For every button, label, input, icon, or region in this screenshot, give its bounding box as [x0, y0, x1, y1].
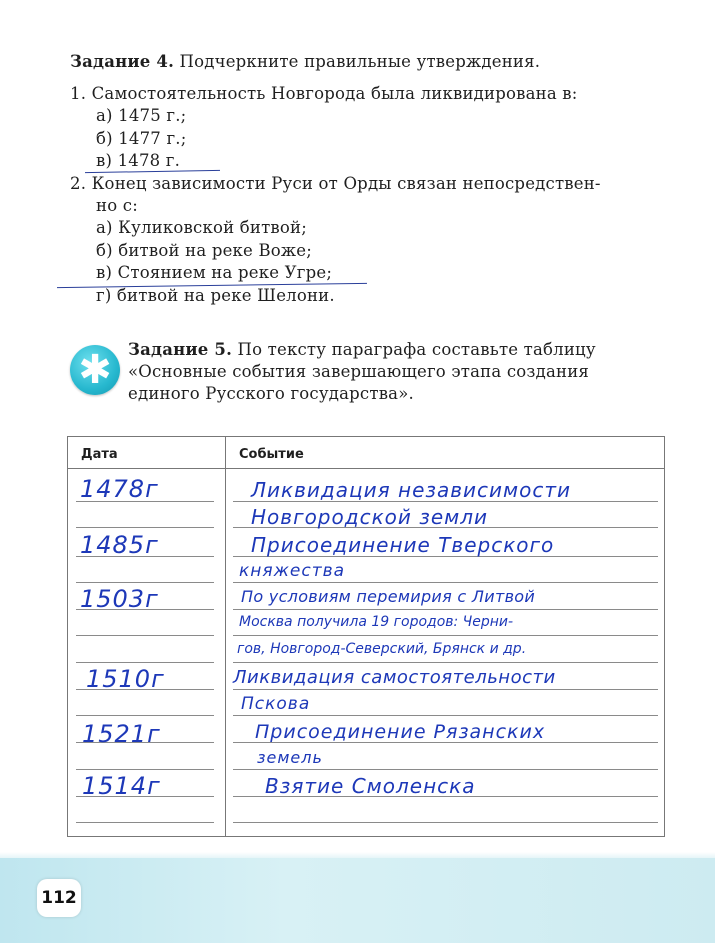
date-2: 1485г [80, 531, 159, 559]
event-line-9: Пскова [241, 694, 311, 714]
date-1: 1478г [80, 475, 159, 503]
task5-text1: По тексту параграфа составьте таблицу [237, 340, 596, 359]
page-footer-band [0, 858, 715, 943]
ruled-line [76, 527, 214, 528]
ruled-line [76, 769, 214, 770]
event-line-5: По условиям перемирия с Литвой [241, 587, 536, 606]
task5-text3: единого Русского государства». [128, 384, 414, 403]
task5-line1 [128, 340, 596, 360]
ruled-line [76, 715, 214, 716]
events-table [67, 436, 665, 837]
column-header-date: Дата [81, 447, 118, 462]
task4-instruction: Подчеркните правильные утверждения. [179, 52, 541, 71]
event-line-11: земель [257, 748, 323, 767]
q1-option-b: б) 1477 г.; [96, 129, 187, 148]
event-line-2: Новгородской земли [251, 505, 489, 529]
date-4: 1510г [86, 665, 165, 693]
date-5: 1521г [82, 720, 161, 748]
ruled-line [233, 635, 658, 636]
q2-question-line1: 2. Конец зависимости Руси от Орды связан непосредствен- [70, 174, 601, 193]
event-line-1: Ликвидация независимости [251, 478, 572, 502]
ruled-line [233, 609, 658, 610]
event-line-10: Присоединение Рязанских [255, 721, 546, 743]
ruled-line [233, 769, 658, 770]
column-divider [225, 437, 226, 836]
q1-option-c: в) 1478 г. [96, 151, 181, 170]
column-header-event: Событие [239, 447, 304, 462]
q2-option-c: в) Стоянием на реке Угре; [96, 263, 333, 282]
task5-text2: «Основные события завершающего этапа создания [128, 362, 590, 381]
page-number: 112 [37, 879, 81, 917]
date-3: 1503г [80, 585, 159, 613]
q1-question: 1. Самостоятельность Новгорода была ликвидирована в: [70, 84, 578, 103]
q2-option-a: а) Куликовской битвой; [96, 218, 307, 237]
event-line-4: княжества [239, 561, 346, 581]
date-6: 1514г [82, 772, 161, 800]
event-line-12: Взятие Смоленска [265, 774, 476, 798]
q2-option-b: б) битвой на реке Воже; [96, 241, 313, 260]
task4-heading: Задание 4. [70, 52, 175, 71]
ruled-line [76, 822, 214, 823]
ruled-line [76, 582, 214, 583]
header-rule [68, 468, 664, 469]
ruled-line [76, 662, 214, 663]
event-line-7: гов, Новгород-Северский, Брянск и др. [237, 641, 527, 657]
asterisk-icon: ✱ [70, 345, 120, 395]
task4-header [70, 52, 540, 72]
ruled-line [233, 689, 658, 690]
event-line-6: Москва получила 19 городов: Черни- [239, 614, 514, 630]
q2-question-line2: но с: [96, 196, 138, 215]
q2-option-d: г) битвой на реке Шелони. [96, 286, 335, 305]
ruled-line [233, 715, 658, 716]
ruled-line [233, 822, 658, 823]
task5-heading: Задание 5. [128, 340, 233, 359]
ruled-line [233, 662, 658, 663]
event-line-3: Присоединение Тверского [251, 533, 555, 557]
q1-option-a: а) 1475 г.; [96, 106, 187, 125]
event-line-8: Ликвидация самостоятельности [233, 667, 556, 688]
ruled-line [233, 582, 658, 583]
ruled-line [76, 635, 214, 636]
